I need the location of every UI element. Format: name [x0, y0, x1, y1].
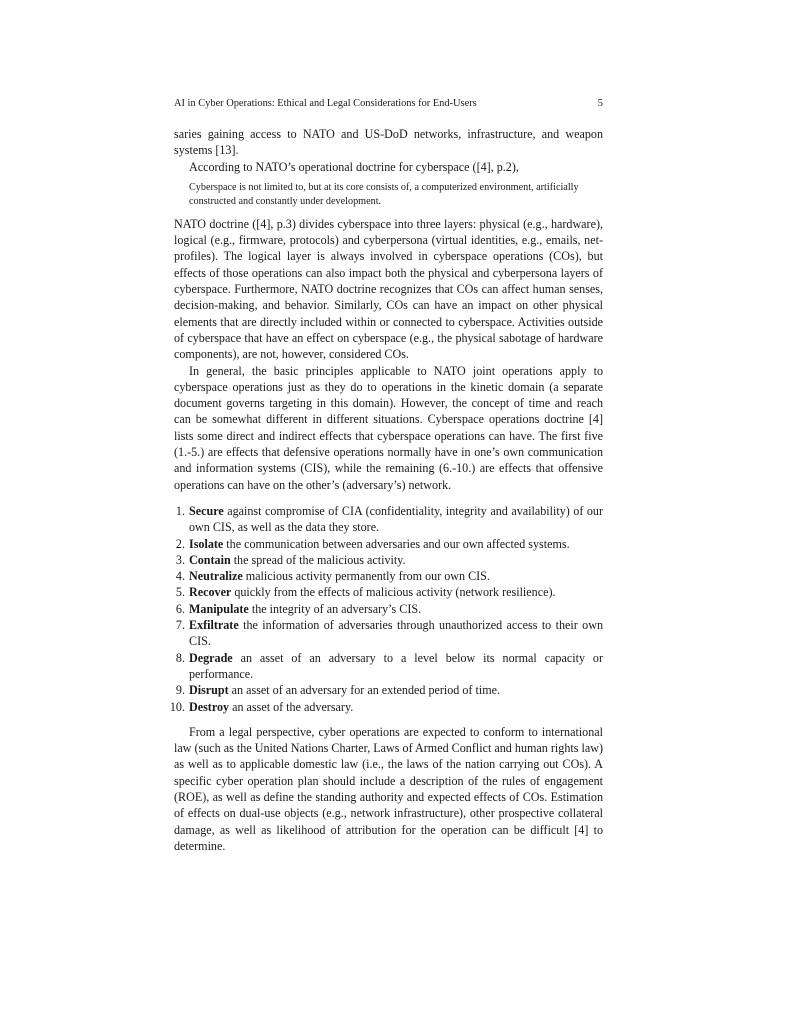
effect-description: the spread of the malicious activity. [230, 552, 406, 567]
list-number: 4. [175, 569, 185, 584]
list-item [174, 617, 603, 650]
paragraph-continuation: saries gaining access to NATO and US-DoD networks, infrastructure, and weapon systems [13]. [174, 127, 603, 158]
list-item [174, 601, 603, 617]
effect-term: Degrade [189, 650, 233, 665]
running-title: AI in Cyber Operations: Ethical and Legal Considerations for End-Users [174, 98, 477, 109]
effect-description: malicious activity permanently from our own CIS. [242, 569, 490, 584]
effects-list [169, 503, 603, 715]
list-number: 7. [175, 618, 185, 633]
list-item [174, 682, 603, 698]
effect-term: Recover [189, 585, 232, 600]
effect-description: quickly from the effects of malicious activity (network resilience). [231, 585, 556, 600]
list-item [174, 584, 603, 600]
paragraph-operation-effects: In general, the basic principles applicable to NATO joint operations apply to cyberspace operations just as they do to operations in the kinetic domain (a separate document governs targeting in this domain). However, the concept of time and reach can be somewhat different in different situations. Cyberspace operations doctrine [4] lists some direct and indirect effects that cyberspace operations can have. The first five (1.-5.) are effects that defensive operations normally have in one’s own communication and information systems (CIS), while the remaining (6.-10.) are effects that offensive operations can have on the other’s (adversary’s) network. [174, 363, 603, 492]
block-quote: Cyberspace is not limited to, but at its core consists of, a computerized environment, artificially constructed and constantly under development. [189, 181, 579, 207]
effect-term: Disrupt [189, 683, 229, 698]
list-item [174, 552, 603, 568]
list-item [174, 568, 603, 584]
effect-description: the communication between adversaries and our own affected systems. [223, 536, 570, 551]
list-number: 10. [169, 699, 185, 714]
effect-term: Manipulate [189, 601, 249, 616]
body-text [169, 126, 603, 854]
effect-description: an asset of an adversary to a level below its normal capacity or performance. [189, 650, 603, 681]
list-number: 1. [175, 503, 185, 518]
list-number: 6. [175, 601, 185, 616]
paragraph-cyberspace-layers: NATO doctrine ([4], p.3) divides cyberspace into three layers: physical (e.g., hardware), logical (e.g., firmware, protocols) and cyberpersona (virtual identities, e.g., emails, net-profiles). The logical layer is always involved in cyberspace operations (COs), but effects of those operations can also impact both the physical and cyberpersona layers of cyberspace. Furthermore, NATO doctrine recognizes that COs can affect human senses, decision-making, and behavior. Similarly, COs can have an impact on other physical elements that are directly included within or connected to cyberspace. Activities outside of cyberspace that have an effect on cyberspace (e.g., the physical sabotage of hardware components), are not, however, considered COs. [174, 216, 603, 362]
list-number: 9. [175, 683, 185, 698]
effect-term: Secure [189, 503, 224, 518]
effect-description: the integrity of an adversary’s CIS. [248, 601, 422, 616]
effect-description: an asset of the adversary. [229, 699, 354, 714]
effect-term: Neutralize [189, 569, 243, 584]
list-item [174, 650, 603, 683]
list-number: 2. [175, 536, 185, 551]
effect-term: Contain [189, 552, 231, 567]
page-number: 5 [597, 98, 603, 109]
list-item [174, 536, 603, 552]
effect-description: an asset of an adversary for an extended period of time. [228, 683, 500, 698]
list-item [169, 699, 603, 715]
list-number: 3. [175, 552, 185, 567]
effect-term: Destroy [189, 699, 230, 714]
paragraph-doctrine-intro: According to NATO’s operational doctrine for cyberspace ([4], p.2), [189, 159, 519, 174]
effect-description: against compromise of CIA (confidentiality, integrity and availability) of our own CIS, as well as the data they store. [189, 503, 603, 535]
effect-term: Isolate [189, 536, 224, 551]
list-number: 8. [175, 650, 185, 665]
effect-description: the information of adversaries through unauthorized access to their own CIS. [189, 618, 603, 649]
paragraph-legal-perspective: From a legal perspective, cyber operations are expected to conform to international law (such as the United Nations Charter, Laws of Armed Conflict and human rights law) as well as to applicable domestic law (i.e., the laws of the nation carrying out COs). A specific cyber operation plan should include a description of the rules of engagement (ROE), as well as define the standing authority and expected effects of COs. Estimation of effects on dual-use objects (e.g., network infrastructure), other prospective collateral damage, as well as likelihood of attribution for the operation can be difficult [4] to determine. [174, 724, 603, 853]
effect-term: Exfiltrate [189, 618, 239, 633]
list-number: 5. [175, 585, 185, 600]
list-item [174, 503, 603, 536]
